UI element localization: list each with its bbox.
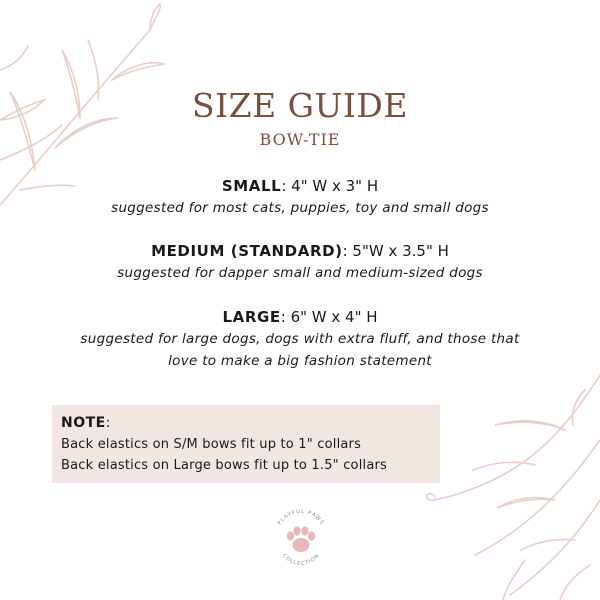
note-colon: : [105, 415, 111, 431]
page-subtitle: BOW-TIE [259, 130, 341, 149]
size-large-block [0, 306, 600, 372]
brand-logo-badge [268, 500, 334, 578]
size-name: LARGE [222, 308, 281, 326]
paw-icon [287, 526, 315, 552]
size-name: MEDIUM (STANDARD) [151, 242, 343, 260]
branch-decoration-bottom-right [425, 370, 600, 600]
size-description: love to make a big fashion statement [168, 353, 432, 369]
size-description: suggested for dapper small and medium-sized dogs [117, 265, 483, 281]
page-title: SIZE GUIDE [192, 86, 408, 125]
size-heading [0, 240, 600, 262]
size-name: SMALL [221, 177, 282, 195]
size-heading [0, 175, 600, 197]
size-dimensions: : 4" W x 3" H [281, 177, 379, 195]
size-heading [0, 306, 600, 328]
note-box [52, 405, 440, 483]
size-description: suggested for large dogs, dogs with extra fluff, and those that [80, 331, 520, 347]
size-medium-block [0, 240, 600, 284]
svg-text:PLAYFUL PAWS: PLAYFUL PAWS [276, 508, 326, 527]
size-small-block [0, 175, 600, 219]
note-line: Back elastics on S/M bows fit up to 1" collars [61, 437, 362, 452]
note-line: Back elastics on Large bows fit up to 1.5" collars [61, 458, 387, 473]
size-dimensions: : 5"W x 3.5" H [342, 242, 449, 260]
note-title [61, 413, 440, 434]
note-label: NOTE [61, 415, 106, 431]
size-description: suggested for most cats, puppies, toy and small dogs [111, 200, 489, 216]
size-dimensions: : 6" W x 4" H [280, 308, 378, 326]
svg-text:COLLECTION: COLLECTION [281, 552, 321, 568]
